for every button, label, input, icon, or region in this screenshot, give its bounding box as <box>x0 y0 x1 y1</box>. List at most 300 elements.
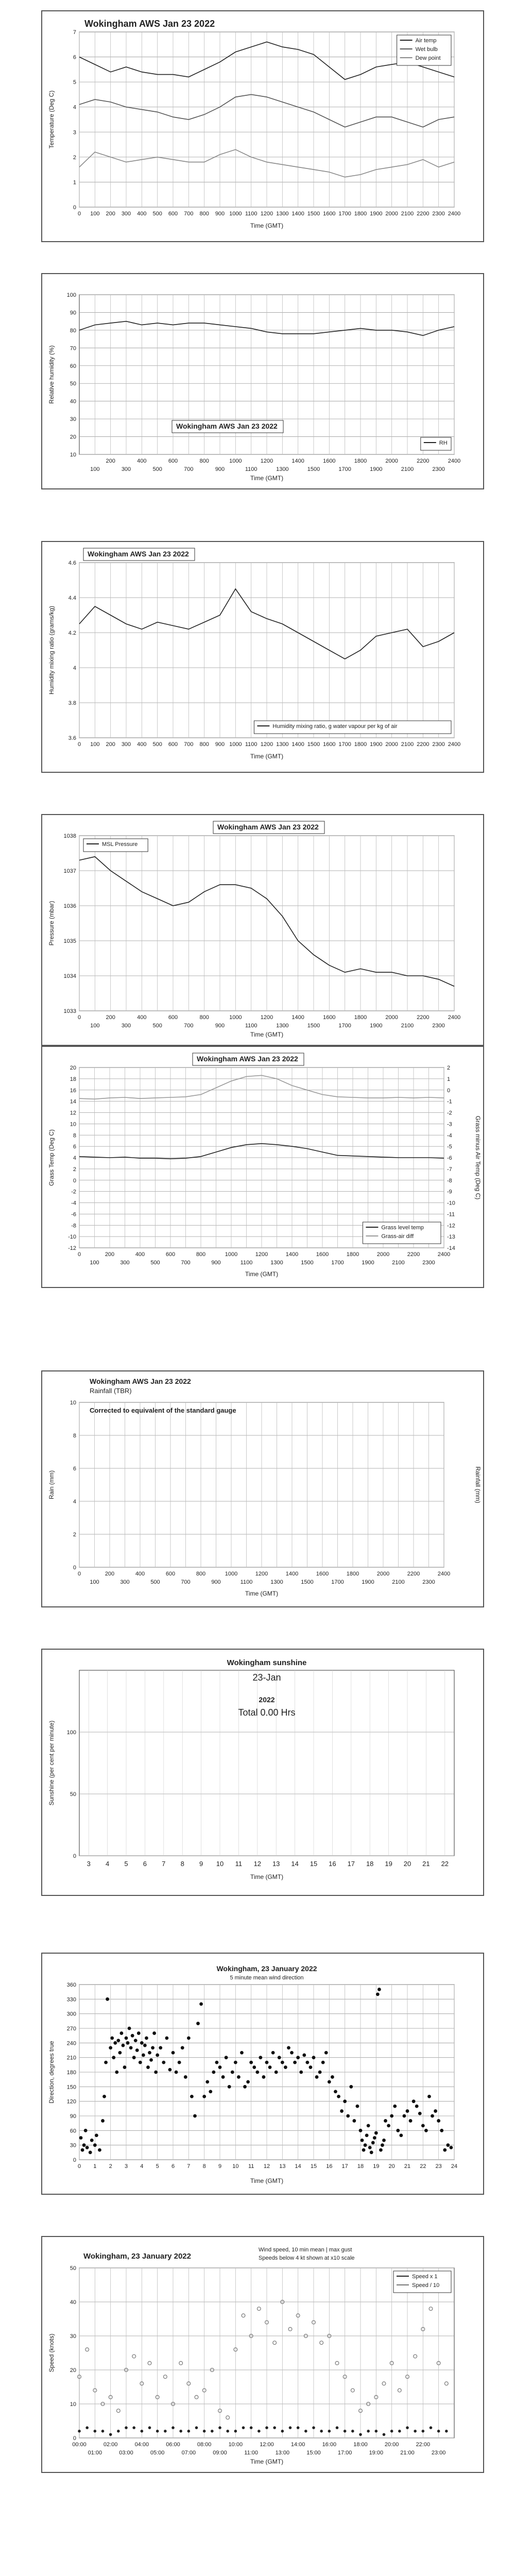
x-axis-label: Time (GMT) <box>250 222 284 229</box>
x-tick-label: 21 <box>404 2163 411 2170</box>
data-point <box>118 2051 122 2055</box>
data-point <box>367 2124 370 2127</box>
x-tick-label: 600 <box>165 1251 176 1258</box>
y-axis-label: Relative humidity (%) <box>48 345 55 404</box>
y-tick-label: 0 <box>73 2157 76 2163</box>
x-tick-label: 22:00 <box>416 2442 431 2448</box>
data-point <box>381 2143 384 2147</box>
data-point <box>360 2139 364 2142</box>
x-tick-label: 1400 <box>285 1251 299 1258</box>
data-point <box>237 2075 241 2079</box>
x-axis-label: Time (GMT) <box>250 474 284 482</box>
x-tick-label: 400 <box>137 1014 147 1021</box>
x-tick-label-lower: 2300 <box>422 1260 435 1266</box>
x-axis-label: Time (GMT) <box>250 2458 284 2465</box>
data-point <box>221 2075 225 2079</box>
x-tick-label: 12:00 <box>260 2442 274 2448</box>
x-tick-label-lower: 13:00 <box>275 2450 290 2456</box>
data-point <box>154 2071 158 2074</box>
data-point-0 <box>375 2430 377 2432</box>
legend-label: MSL Pressure <box>102 841 138 848</box>
y-tick-label: 8 <box>73 1433 76 1439</box>
data-point-1 <box>444 2382 448 2385</box>
x-tick-label: 08:00 <box>197 2442 212 2448</box>
y-tick-label: 5 <box>73 79 76 86</box>
data-point <box>116 2039 120 2042</box>
x-tick-label: 2100 <box>401 211 414 217</box>
data-point <box>446 2143 450 2147</box>
data-point <box>109 2046 112 2049</box>
y-tick-label: 150 <box>66 2084 76 2091</box>
y-tick-label: 90 <box>70 2113 76 2120</box>
chart-total: Total 0.00 Hrs <box>238 1707 296 1718</box>
y-tick-label: -2 <box>71 1189 76 1195</box>
data-point <box>137 2031 141 2035</box>
data-point <box>90 2139 94 2142</box>
x-tick-label: 2200 <box>417 211 430 217</box>
y-tick-label: 180 <box>66 2070 76 2076</box>
x-tick-label: 1400 <box>291 211 304 217</box>
y-tick-label: 3.8 <box>68 700 76 706</box>
y-tick-label: 1037 <box>63 868 76 874</box>
data-point <box>125 2036 128 2040</box>
x-tick-label: 1000 <box>225 1251 238 1258</box>
x-tick-label: 00:00 <box>72 2442 87 2448</box>
x-tick-label-lower: 19:00 <box>369 2450 384 2456</box>
data-point <box>262 2075 266 2079</box>
data-point-1 <box>195 2395 198 2399</box>
x-tick-label: 2000 <box>385 458 398 464</box>
data-point <box>379 2148 383 2152</box>
rainfall-panel <box>41 1370 484 1607</box>
data-point-0 <box>172 2427 174 2429</box>
y-tick-label: -12 <box>68 1245 76 1251</box>
data-point-1 <box>163 2375 167 2379</box>
data-point-0 <box>148 2427 150 2429</box>
chart-subtitle: 23-Jan <box>252 1672 281 1683</box>
data-point <box>168 2068 172 2072</box>
x-tick-label-lower: 100 <box>90 1260 99 1266</box>
y-tick-label: 30 <box>70 2333 76 2340</box>
y-right-tick-label: 0 <box>447 1087 451 1094</box>
data-point <box>296 2056 300 2059</box>
x-tick-label: 1000 <box>229 1014 242 1021</box>
y-tick-label: 40 <box>70 2299 76 2306</box>
x-tick-label: 1400 <box>285 1571 299 1577</box>
x-tick-label-lower: 900 <box>215 1023 225 1029</box>
x-tick-label-lower: 1100 <box>245 1023 258 1029</box>
data-point-0 <box>266 2427 268 2429</box>
x-tick-label: 7 <box>187 2163 191 2170</box>
data-point <box>139 2061 142 2064</box>
data-point <box>113 2041 117 2045</box>
x-tick-label-lower: 1100 <box>240 1579 253 1585</box>
x-tick-label: 2 <box>109 2163 112 2170</box>
x-tick-label: 1100 <box>245 211 258 217</box>
x-tick-label-lower: 900 <box>215 466 225 472</box>
data-point <box>131 2034 134 2038</box>
x-tick-label: 2300 <box>432 211 445 217</box>
data-point-0 <box>125 2427 127 2429</box>
x-tick-label: 0 <box>77 1251 81 1258</box>
x-tick-label: 4 <box>140 2163 144 2170</box>
mixing-ratio-panel <box>41 541 484 773</box>
x-tick-label: 2200 <box>417 741 430 748</box>
data-point-0 <box>78 2430 80 2432</box>
data-point <box>352 2119 356 2123</box>
data-point-1 <box>398 2388 401 2392</box>
x-tick-label: 2400 <box>448 1014 461 1021</box>
data-point <box>151 2046 154 2049</box>
data-point-0 <box>390 2430 392 2432</box>
data-point-0 <box>219 2427 221 2429</box>
data-point-0 <box>359 2433 362 2435</box>
y-tick-label: 10 <box>70 2401 76 2408</box>
data-point <box>406 2109 409 2113</box>
y-right-tick-label: -3 <box>447 1121 452 1128</box>
y-tick-label: 360 <box>66 1982 76 1988</box>
data-point-0 <box>344 2430 346 2432</box>
x-tick-label: 11 <box>248 2163 254 2170</box>
chart-title: Wokingham, 23 January 2022 <box>83 2252 191 2261</box>
x-tick-label: 1300 <box>276 741 289 748</box>
x-tick-label-lower: 01:00 <box>88 2450 102 2456</box>
y-tick-label: 0 <box>73 2435 76 2442</box>
data-point-1 <box>351 2388 354 2392</box>
data-point <box>315 2075 319 2079</box>
data-point-0 <box>258 2430 260 2432</box>
data-point <box>165 2036 168 2040</box>
data-point <box>284 2065 287 2069</box>
x-tick-label: 2000 <box>376 1571 390 1577</box>
x-tick-label: 20:00 <box>384 2442 399 2448</box>
x-tick-label: 1200 <box>260 211 273 217</box>
y-tick-label: 7 <box>73 29 76 36</box>
x-tick-label: 400 <box>137 211 147 217</box>
y-tick-label: 0 <box>73 205 76 211</box>
x-tick-label-lower: 05:00 <box>150 2450 165 2456</box>
y-tick-label: 3 <box>73 129 76 136</box>
data-point <box>309 2065 313 2069</box>
data-point-1 <box>382 2382 386 2385</box>
x-tick-label: 22 <box>420 2163 426 2170</box>
x-tick-label: 22 <box>441 1860 449 1868</box>
data-point <box>187 2036 191 2040</box>
data-point <box>443 2148 447 2152</box>
x-tick-label-lower: 17:00 <box>337 2450 352 2456</box>
y-tick-label: 100 <box>66 292 76 298</box>
data-point-1 <box>273 2341 277 2345</box>
x-tick-label: 7 <box>162 1860 166 1868</box>
x-tick-label: 12 <box>263 2163 270 2170</box>
y-tick-label: 6 <box>73 1466 76 1472</box>
chart-subtitle-2: Speeds below 4 kt shown at x10 scale <box>259 2255 355 2261</box>
x-tick-label-lower: 2100 <box>392 1579 405 1585</box>
data-point <box>399 2133 403 2137</box>
y-tick-label: 3.6 <box>68 735 76 741</box>
x-tick-label-lower: 1500 <box>307 466 320 472</box>
data-point <box>252 2065 256 2069</box>
data-point <box>393 2105 397 2108</box>
x-tick-label: 3 <box>87 1860 91 1868</box>
y-tick-label: 60 <box>70 363 76 369</box>
x-tick-label: 200 <box>106 1014 115 1021</box>
data-point <box>321 2061 325 2064</box>
data-point-0 <box>109 2433 111 2435</box>
x-tick-label: 15 <box>310 1860 318 1868</box>
x-tick-label: 1600 <box>323 741 336 748</box>
y-tick-label: 4.4 <box>68 595 76 601</box>
data-point <box>89 2150 92 2154</box>
data-point <box>128 2027 131 2030</box>
x-tick-label-lower: 2100 <box>401 1023 414 1029</box>
x-tick-label: 900 <box>215 741 225 748</box>
x-tick-label-lower: 100 <box>90 1023 100 1029</box>
y-right-tick-label: -10 <box>447 1200 455 1207</box>
humidity-panel <box>41 273 484 489</box>
data-point <box>122 2044 125 2047</box>
data-point-0 <box>227 2430 229 2432</box>
x-tick-label: 8 <box>180 1860 184 1868</box>
x-tick-label: 1200 <box>255 1251 268 1258</box>
data-point <box>265 2061 269 2064</box>
chart-title: Wokingham, 23 January 2022 <box>216 1964 317 1973</box>
data-point <box>343 2099 347 2103</box>
data-point <box>215 2061 219 2064</box>
x-tick-label: 2300 <box>432 741 445 748</box>
x-tick-label-lower: 1900 <box>362 1579 374 1585</box>
data-point <box>324 2051 328 2055</box>
x-tick-label: 24 <box>451 2163 458 2170</box>
x-tick-label: 500 <box>152 211 162 217</box>
x-tick-label: 16:00 <box>322 2442 337 2448</box>
x-tick-label-lower: 2300 <box>432 466 445 472</box>
x-tick-label: 2200 <box>407 1251 420 1258</box>
data-point <box>305 2061 309 2064</box>
data-point-0 <box>383 2433 385 2435</box>
y-tick-label: 18 <box>70 1076 76 1082</box>
y-tick-label: -4 <box>71 1200 76 1207</box>
data-point <box>412 2099 416 2103</box>
data-point-0 <box>367 2430 369 2432</box>
x-tick-label: 0 <box>77 1014 81 1021</box>
pressure-panel <box>41 814 484 1046</box>
y-right-tick-label: -1 <box>447 1098 452 1105</box>
data-point-0 <box>281 2430 283 2432</box>
data-point <box>356 2105 359 2108</box>
data-point <box>368 2146 372 2149</box>
data-point-0 <box>203 2430 205 2432</box>
data-point-0 <box>297 2427 299 2429</box>
data-point-1 <box>148 2361 151 2365</box>
data-point-0 <box>133 2427 135 2429</box>
x-tick-label-lower: 1700 <box>338 466 351 472</box>
mixing-ratio-chart <box>42 542 483 772</box>
legend-label: Grass level temp <box>381 1225 424 1231</box>
x-tick-label: 400 <box>137 741 147 748</box>
y-axis-label: Speed (knots) <box>48 2333 55 2372</box>
y-right-tick-label: -8 <box>447 1177 452 1184</box>
data-point <box>152 2031 156 2035</box>
data-point <box>134 2039 138 2042</box>
y-tick-label: 2 <box>73 1166 76 1173</box>
data-point <box>123 2065 127 2069</box>
data-point <box>225 2056 228 2059</box>
data-point <box>373 2136 376 2140</box>
chart-title: Wokingham AWS Jan 23 2022 <box>197 1055 298 1063</box>
data-point-0 <box>117 2430 119 2432</box>
wind-direction-chart <box>42 1954 483 2194</box>
y-right-axis-label: Rainfall (mm) <box>474 1466 482 1503</box>
chart-subtitle: Wind speed, 10 min mean | max gust <box>259 2247 352 2253</box>
x-tick-label: 1400 <box>291 458 304 464</box>
data-point-1 <box>179 2361 183 2365</box>
data-point <box>377 1988 381 1991</box>
y-tick-label: 20 <box>70 1065 76 1071</box>
x-tick-label-lower: 15:00 <box>306 2450 321 2456</box>
data-point <box>102 2095 106 2098</box>
x-tick-label: 600 <box>168 458 178 464</box>
data-point <box>374 2131 378 2135</box>
data-point <box>340 2109 344 2113</box>
wind-direction-panel <box>41 1953 484 2195</box>
x-tick-label: 1800 <box>354 741 367 748</box>
chart-subtitle: Rainfall (TBR) <box>90 1387 132 1395</box>
y-tick-label: 16 <box>70 1087 76 1094</box>
x-tick-label: 15 <box>310 2163 317 2170</box>
x-tick-label: 600 <box>168 741 178 748</box>
x-tick-label-lower: 500 <box>152 466 162 472</box>
y-tick-label: 210 <box>66 2055 76 2061</box>
x-tick-label-lower: 1300 <box>270 1260 283 1266</box>
y-tick-label: 240 <box>66 2040 76 2047</box>
data-point-0 <box>101 2430 104 2432</box>
x-axis-label: Time (GMT) <box>245 1270 279 1278</box>
data-point <box>175 2071 178 2074</box>
x-tick-label: 700 <box>184 211 194 217</box>
data-point <box>331 2075 334 2079</box>
data-point <box>190 2095 194 2098</box>
x-tick-label: 14 <box>291 1860 299 1868</box>
y-tick-label: 1 <box>73 179 76 186</box>
data-point <box>126 2041 130 2045</box>
y-tick-label: 2 <box>73 154 76 161</box>
data-point <box>346 2114 350 2118</box>
x-tick-label: 17 <box>347 1860 355 1868</box>
x-axis-label: Time (GMT) <box>250 2177 284 2184</box>
data-point <box>337 2095 340 2098</box>
x-tick-label-lower: 1900 <box>362 1260 374 1266</box>
data-point <box>149 2058 153 2062</box>
x-tick-label: 18:00 <box>353 2442 368 2448</box>
y-tick-label: 270 <box>66 2026 76 2032</box>
data-point <box>271 2051 275 2055</box>
y-axis-label: Direction, degrees true <box>48 2041 55 2104</box>
data-point-0 <box>414 2430 416 2432</box>
x-tick-label-lower: 21:00 <box>400 2450 415 2456</box>
data-point-0 <box>141 2430 143 2432</box>
x-tick-label: 1600 <box>316 1571 329 1577</box>
legend-label: Speed x 1 <box>412 2274 438 2280</box>
y-tick-label: 50 <box>70 2265 76 2272</box>
x-tick-label: 300 <box>121 741 131 748</box>
x-tick-label: 5 <box>124 1860 128 1868</box>
data-point <box>106 1997 109 2001</box>
data-point-0 <box>352 2430 354 2432</box>
x-tick-label-lower: 500 <box>152 1023 162 1029</box>
data-point <box>143 2044 147 2047</box>
x-tick-label: 19 <box>373 2163 380 2170</box>
x-tick-label-lower: 1300 <box>270 1579 283 1585</box>
x-tick-label: 100 <box>90 741 100 748</box>
data-point <box>370 2150 373 2154</box>
chart-title: Wokingham AWS Jan 23 2022 <box>176 422 278 430</box>
y-axis-label: Temperature (Deg C) <box>48 90 55 149</box>
x-axis-label: Time (GMT) <box>245 1590 279 1597</box>
y-right-tick-label: 2 <box>447 1065 451 1071</box>
data-point <box>421 2124 425 2127</box>
sunshine-panel <box>41 1649 484 1896</box>
x-tick-label: 2200 <box>417 458 430 464</box>
data-point <box>424 2129 428 2132</box>
y-tick-label: 4 <box>73 104 76 111</box>
data-point <box>178 2061 181 2064</box>
x-tick-label: 400 <box>135 1571 145 1577</box>
y-axis-label: Pressure (mbar) <box>48 901 55 946</box>
data-point <box>205 2080 209 2083</box>
data-point <box>255 2071 259 2074</box>
x-tick-label: 500 <box>152 741 162 748</box>
x-tick-label: 2400 <box>437 1251 451 1258</box>
x-tick-label: 1200 <box>255 1571 268 1577</box>
y-tick-label: 10 <box>70 1400 76 1406</box>
y-tick-label: 1035 <box>63 938 76 944</box>
data-point-1 <box>242 2314 245 2317</box>
x-tick-label-lower: 1500 <box>307 1023 320 1029</box>
y-tick-label: 1038 <box>63 833 76 839</box>
temperature-chart <box>42 11 483 241</box>
y-axis-label: Rain (mm) <box>48 1470 55 1499</box>
legend-label: Air temp <box>415 38 437 44</box>
data-point-0 <box>242 2427 244 2429</box>
x-tick-label: 2000 <box>385 211 398 217</box>
data-point-0 <box>320 2430 322 2432</box>
x-tick-label: 10 <box>216 1860 224 1868</box>
data-point <box>409 2119 413 2123</box>
x-tick-label: 16 <box>329 1860 336 1868</box>
x-tick-label: 2400 <box>448 458 461 464</box>
x-tick-label-lower: 300 <box>121 1023 131 1029</box>
x-tick-label: 9 <box>199 1860 203 1868</box>
x-tick-label: 1200 <box>260 1014 273 1021</box>
chart-title: Wokingham AWS Jan 23 2022 <box>217 823 319 831</box>
data-point <box>249 2061 253 2064</box>
x-tick-label-lower: 100 <box>90 466 100 472</box>
data-point <box>376 1992 380 1996</box>
y-tick-label: 300 <box>66 2011 76 2018</box>
data-point <box>184 2075 187 2079</box>
wind-speed-panel <box>41 2236 484 2473</box>
legend-label: RH <box>439 440 448 446</box>
data-point <box>382 2139 386 2142</box>
humidity-chart <box>42 274 483 488</box>
x-tick-label: 2400 <box>437 1571 451 1577</box>
x-tick-label-lower: 1100 <box>245 466 258 472</box>
y-tick-label: -10 <box>68 1234 76 1241</box>
data-point-0 <box>313 2427 315 2429</box>
x-tick-label-lower: 2300 <box>432 1023 445 1029</box>
data-point <box>396 2129 400 2132</box>
